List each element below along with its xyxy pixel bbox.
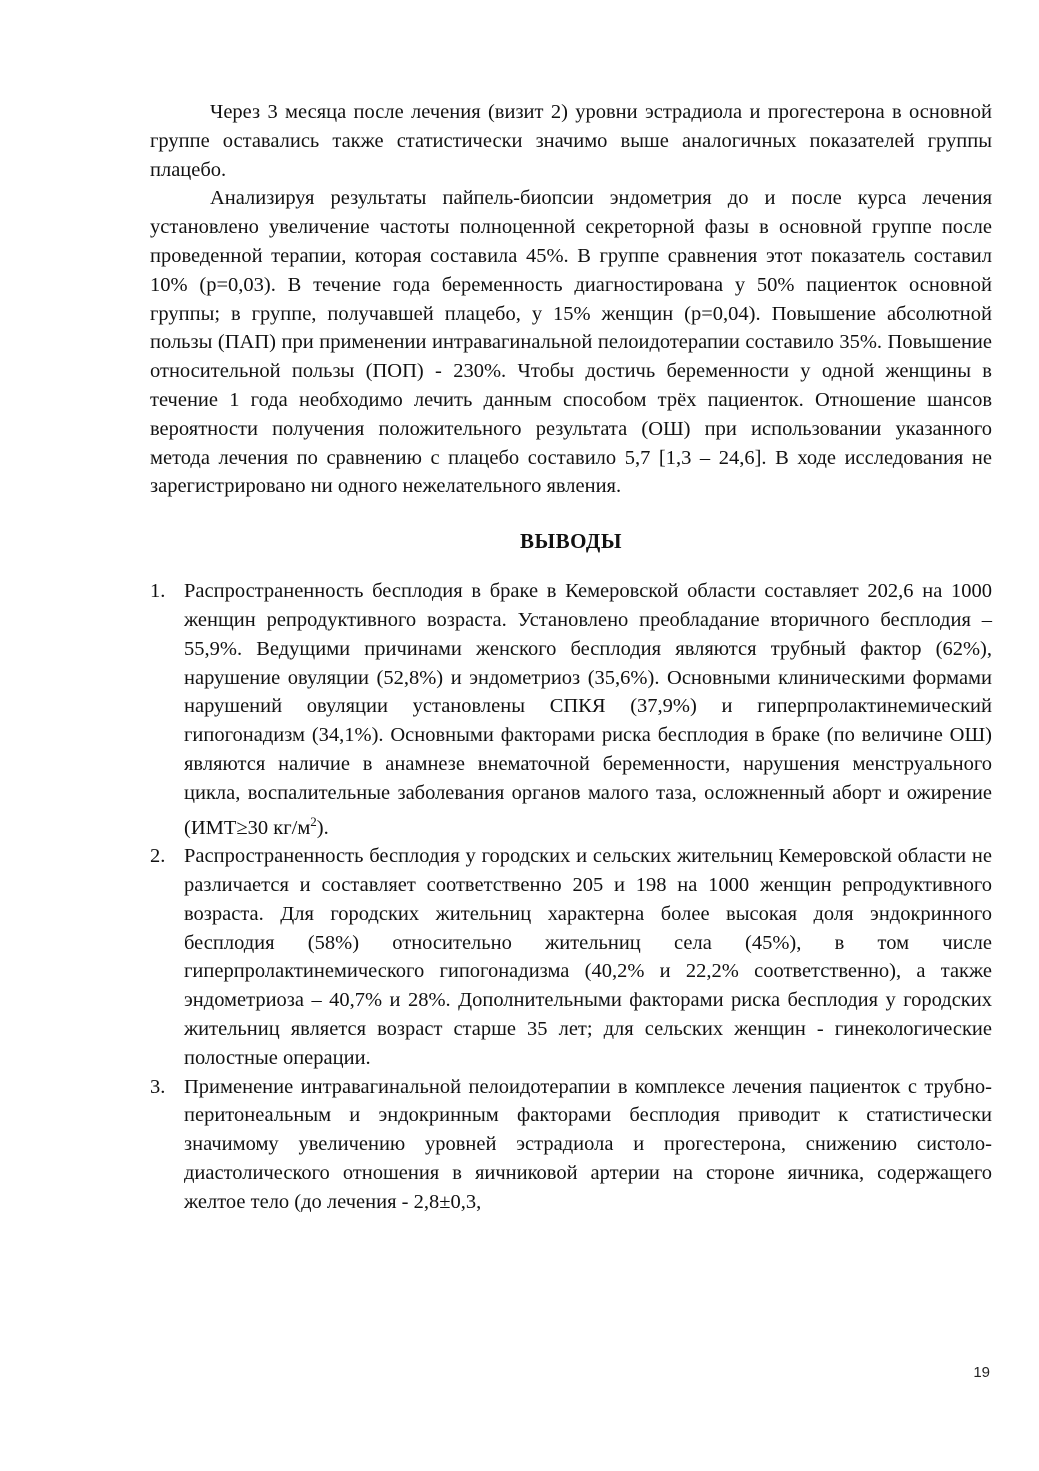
page-number: 19	[973, 1364, 990, 1381]
superscript: 2	[310, 813, 317, 829]
conclusion-text: Распространенность бесплодия у городских и сельских жительниц Кемеровской области не различается и составляет соответственно 205 и 198 на 1000 женщин репродуктивного возраста. Для городских жительниц характерна более высокая доля эндокринного бесплодия (58%) относительно жительниц села (45%), в том числе гиперпролактинемического гипогонадизма (40,2% и 22,2% соответственно), а также эндометриоза – 40,7% и 28%. Дополнительными факторами риска бесплодия у городских жительниц является возраст старше 35 лет; для сельских женщин - гинекологические полостные операции.	[184, 845, 992, 1069]
conclusions-list	[150, 577, 992, 1216]
conclusion-number: 1.	[150, 580, 166, 603]
conclusion-text-tail: ).	[316, 816, 329, 839]
paragraph-visit-2: Через 3 месяца после лечения (визит 2) уровни эстрадиола и прогестерона в основной группе оставались также статистически значимо выше аналогичных показателей группы плацебо.	[150, 101, 992, 181]
conclusion-number: 3.	[150, 1075, 166, 1098]
conclusion-text: Распространенность бесплодия в браке в Кемеровской области составляет 202,6 на 1000 женщин репродуктивного возраста. Установлено преобладание вторичного бесплодия – 55,9%. Ведущими причинами женского бесплодия являются трубный фактор (62%), нарушение овуляции (52,8%) и эндометриоз (35,6%). Основными клиническими формами нарушений овуляции установлены СПКЯ (37,9%) и гиперпролактинемический гипогонадизм (34,1%). Основными факторами риска бесплодия в браке (по величине ОШ) являются наличие в анамнезе внематочной беременности, нарушения менструального цикла, воспалительные заболевания органов малого таза, осложненный аборт и ожирение (ИМТ≥30 кг/м	[184, 580, 992, 839]
conclusion-number: 2.	[150, 845, 166, 868]
conclusion-item-2	[150, 842, 992, 1072]
paragraph-biopsy-results: Анализируя результаты пайпель-биопсии эндометрия до и после курса лечения установлено увеличение частоты полноценной секреторной фазы в основной группе после проведенной терапии, которая составила 45%. В группе сравнения этот показатель составил 10% (р=0,03). В течение года беременность диагностирована у 50% пациенток основной группы; в группе, получавшей плацебо, у 15% женщин (р=0,04). Повышение абсолютной пользы (ПАП) при применении интравагинальной пелоидотерапии составило 35%. Повышение относительной пользы (ПОП) - 230%. Чтобы достичь беременности у одной женщины в течение 1 года необходимо лечить данным способом трёх пациенток. Отношение шансов вероятности получения положительного результата (ОШ) при использовании указанного метода лечения по сравнению с плацебо составило 5,7 [1,3 – 24,6]. В ходе исследования не зарегистрировано ни одного нежелательного явления.	[150, 187, 992, 498]
conclusion-item-1	[150, 577, 992, 842]
body-text	[150, 98, 992, 1217]
conclusion-text: Применение интравагинальной пелоидотерапии в комплексе лечения пациенток с трубно-перитонеальным и эндокринным факторами бесплодия приводит к статистически значимому увеличению уровней эстрадиола и прогестерона, снижению систоло-диастолического отношения в яичниковой артерии на стороне яичника, содержащего желтое тело (до лечения - 2,8±0,3,	[184, 1075, 992, 1213]
conclusion-item-3	[150, 1073, 992, 1217]
section-heading-conclusions: ВЫВОДЫ	[520, 529, 622, 554]
